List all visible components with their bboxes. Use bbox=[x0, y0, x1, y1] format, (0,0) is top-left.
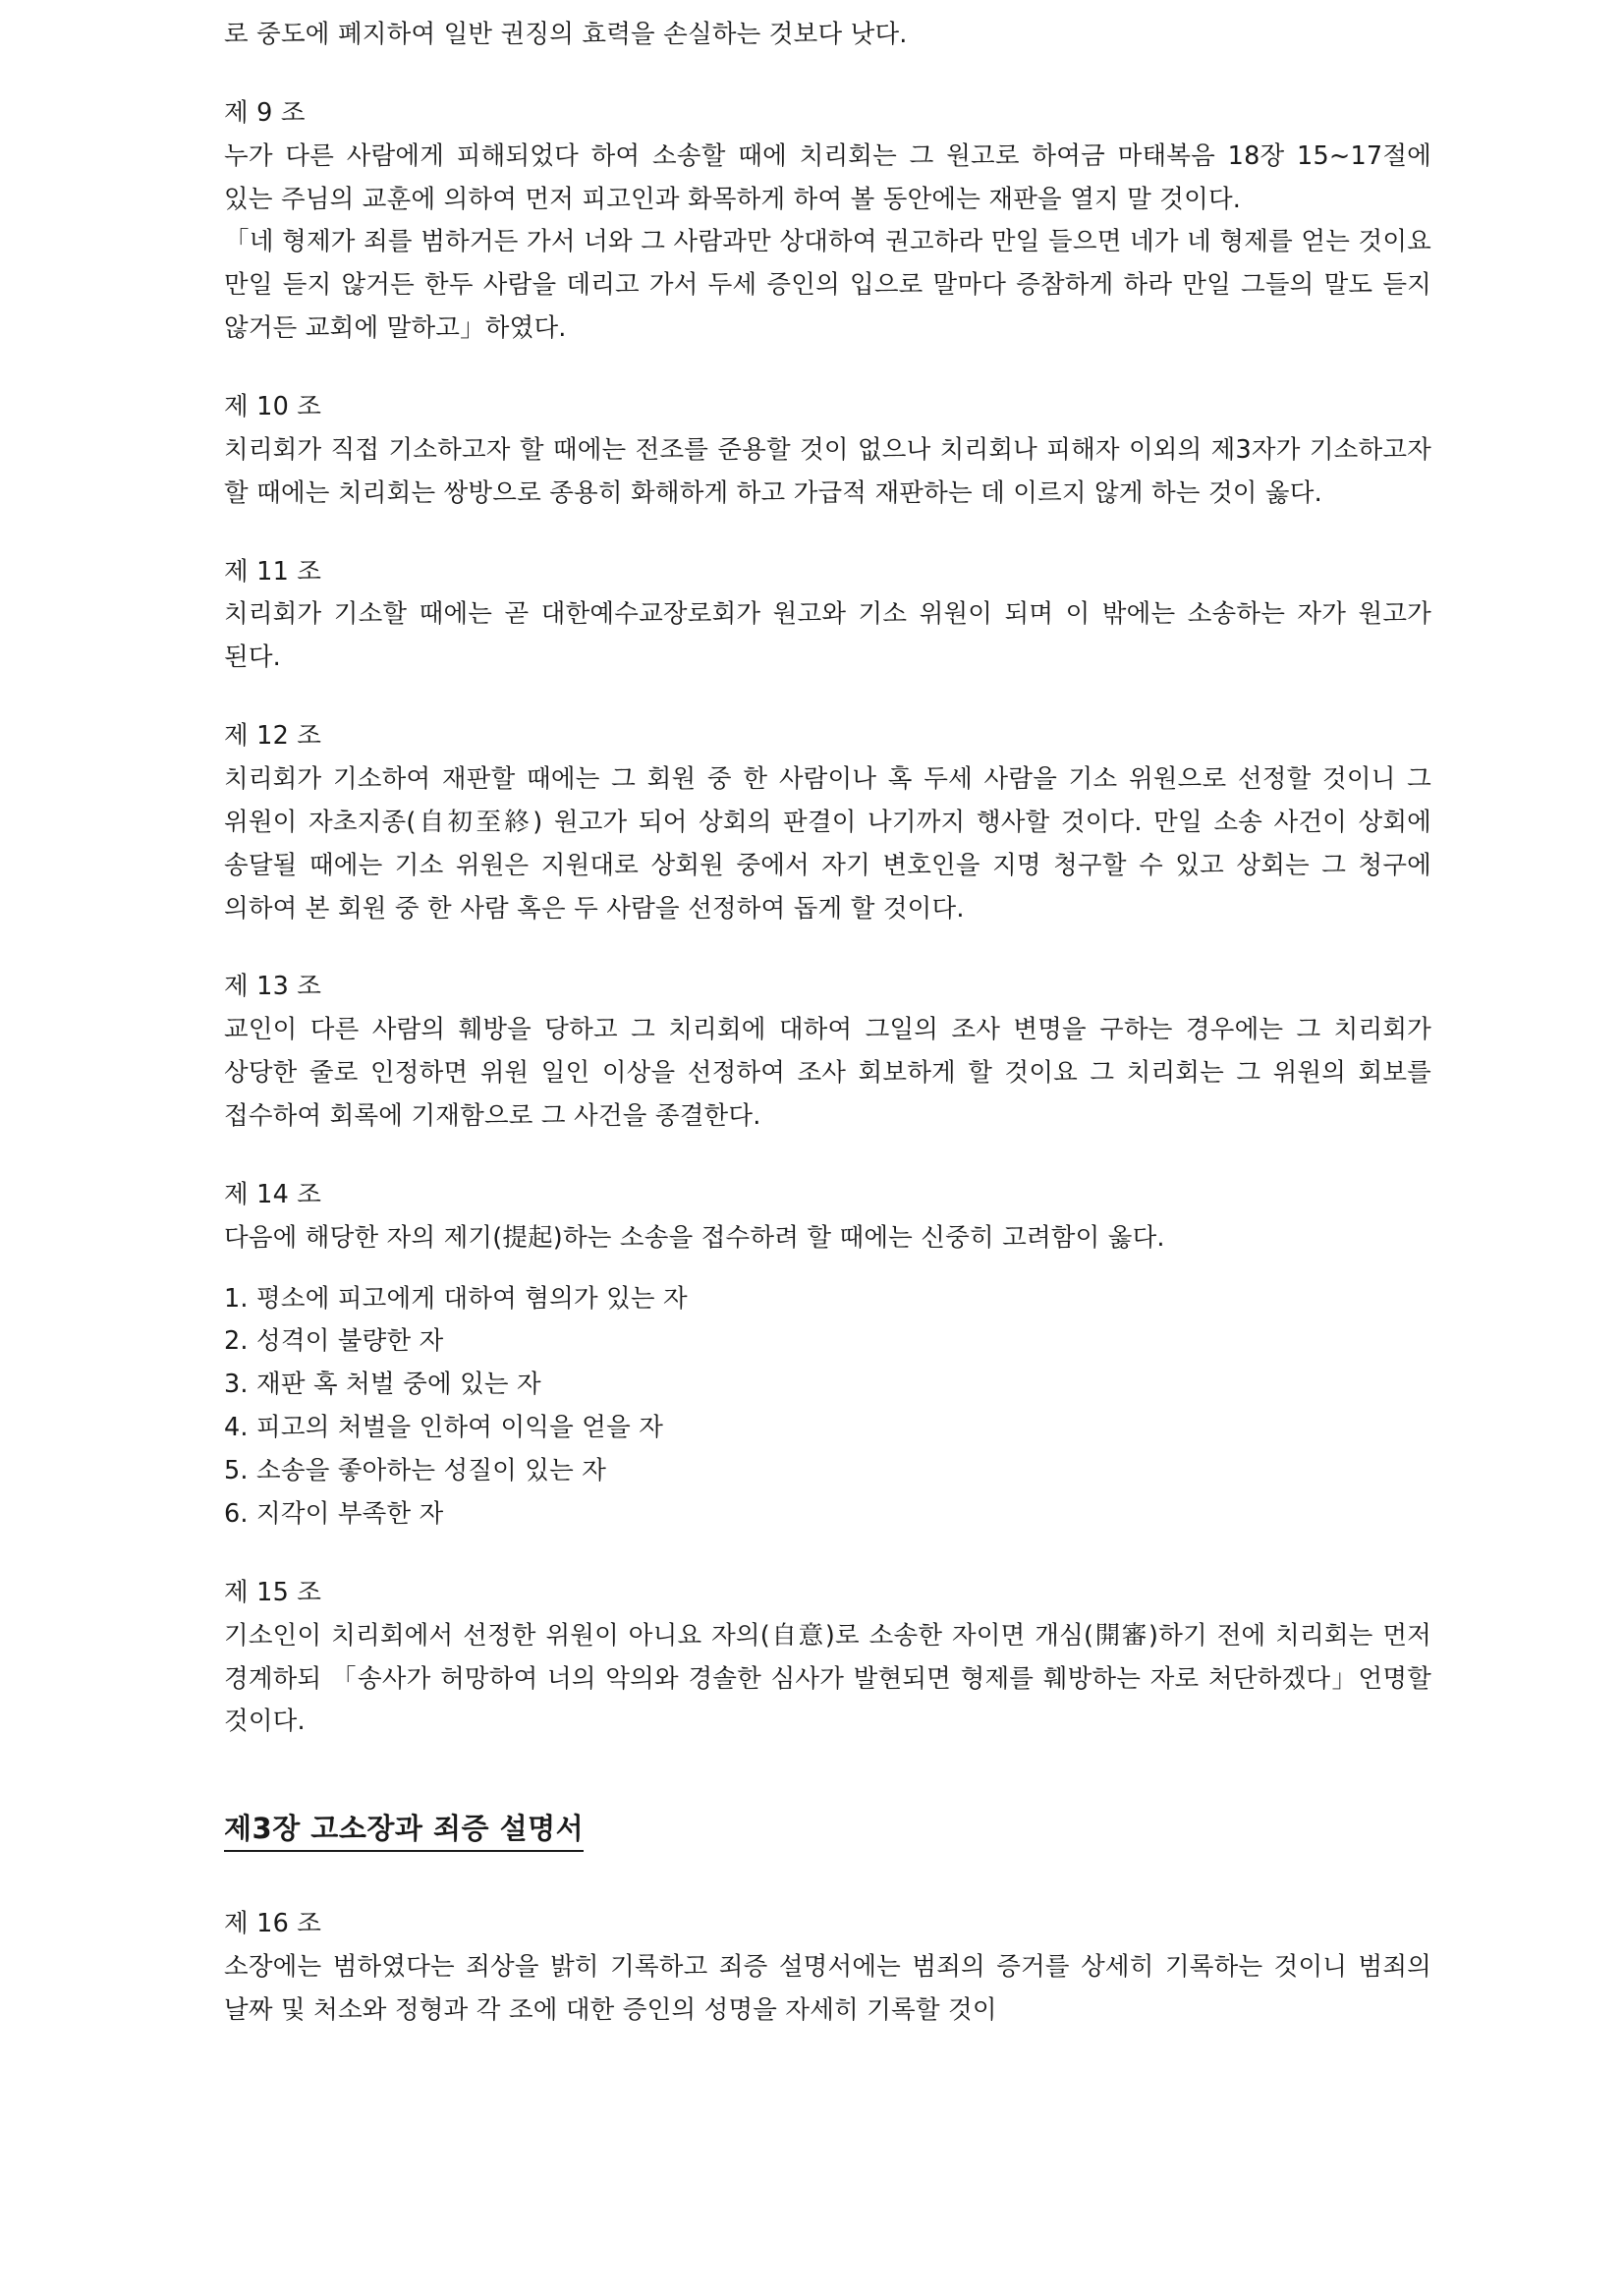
article-13-body: 교인이 다른 사람의 훼방을 당하고 그 치리회에 대하여 그일의 조사 변명을 구하는 경우에는 그 치리회가 상당한 줄로 인정하면 위원 일인 이상을 선정하여 조사 회보하게 할 것이요 그 치리회는 그 위원의 회보를 접수하여 회록에 기재함으로 그 사건을 종결한다. bbox=[224, 1015, 1431, 1132]
list-spacer bbox=[224, 1260, 1431, 1278]
chapter-title-wrap bbox=[224, 1807, 1431, 1852]
article-16-heading: 제 16 조 bbox=[224, 1909, 322, 1939]
article-9-quote: 「네 형제가 죄를 범하거든 가서 너와 그 사람과만 상대하여 권고하라 만일 들으면 네가 네 형제를 얻는 것이요 만일 듣지 않거든 한두 사람을 데리고 가서 두세 증인의 입으로 말마다 증참하게 하라 만일 그들의 말도 듣지 않거든 교회에 말하고」하였다. bbox=[224, 227, 1431, 344]
chapter-title: 제3장 고소장과 죄증 설명서 bbox=[224, 1807, 584, 1852]
article-16-body: 소장에는 범하였다는 죄상을 밝히 기록하고 죄증 설명서에는 범죄의 증거를 상세히 기록하는 것이니 범죄의 날짜 및 처소와 정형과 각 조에 대한 증인의 성명을 자세히 기록할 것이 bbox=[224, 1952, 1431, 2025]
article-14-list bbox=[224, 1278, 1431, 1537]
article-11-body: 치리회가 기소할 때에는 곧 대한예수교장로회가 원고와 기소 위원이 되며 이 밖에는 소송하는 자가 원고가 된다. bbox=[224, 599, 1431, 673]
article-10-body: 치리회가 직접 기소하고자 할 때에는 전조를 준용할 것이 없으나 치리회나 피해자 이외의 제3자가 기소하고자 할 때에는 치리회는 쌍방으로 종용히 화해하게 하고 가급적 재판하는 데 이르지 않게 하는 것이 옳다. bbox=[224, 434, 1431, 508]
article-10-heading: 제 10 조 bbox=[224, 392, 322, 422]
article-15-heading: 제 15 조 bbox=[224, 1577, 322, 1607]
article-14 bbox=[224, 1174, 1431, 1537]
article-10 bbox=[224, 386, 1431, 516]
article-14-heading: 제 14 조 bbox=[224, 1179, 322, 1209]
article-12 bbox=[224, 715, 1431, 930]
article-13 bbox=[224, 966, 1431, 1138]
list-item: 5. 소송을 좋아하는 성질이 있는 자 bbox=[224, 1456, 607, 1486]
article-11 bbox=[224, 551, 1431, 681]
article-16 bbox=[224, 1903, 1431, 2033]
article-14-body: 다음에 해당한 자의 제기(提起)하는 소송을 접수하려 할 때에는 신중히 고려함이 옳다. bbox=[224, 1222, 1165, 1253]
article-9 bbox=[224, 92, 1431, 351]
list-item: 2. 성격이 불량한 자 bbox=[224, 1326, 444, 1357]
article-12-body: 치리회가 기소하여 재판할 때에는 그 회원 중 한 사람이나 혹 두세 사람을 기소 위원으로 선정할 것이니 그 위원이 자초지종(自初至終) 원고가 되어 상회의 판결이 나기까지 행사할 것이다. 만일 소송 사건이 상회에 송달될 때에는 기소 위원은 지원대로 상회원 중에서 자기 변호인을 지명 청구할 수 있고 상회는 그 청구에 의하여 본 회원 중 한 사람 혹은 두 사람을 선정하여 돕게 할 것이다. bbox=[224, 764, 1431, 924]
article-9-heading: 제 9 조 bbox=[224, 97, 306, 128]
list-item: 4. 피고의 처벌을 인하여 이익을 얻을 자 bbox=[224, 1413, 664, 1443]
article-12-heading: 제 12 조 bbox=[224, 721, 322, 752]
article-9-body: 누가 다른 사람에게 피해되었다 하여 소송할 때에 치리회는 그 원고로 하여금 마태복음 18장 15~17절에 있는 주님의 교훈에 의하여 먼저 피고인과 화목하게 하여 볼 동안에는 재판을 열지 말 것이다. bbox=[224, 140, 1431, 214]
list-item: 6. 지각이 부족한 자 bbox=[224, 1498, 444, 1529]
continuation-paragraph: 로 중도에 폐지하여 일반 권징의 효력을 손실하는 것보다 낫다. bbox=[224, 20, 908, 49]
article-11-heading: 제 11 조 bbox=[224, 556, 322, 587]
article-15-body: 기소인이 치리회에서 선정한 위원이 아니요 자의(自意)로 소송한 자이면 개심(開審)하기 전에 치리회는 먼저 경계하되 「송사가 허망하여 너의 악의와 경솔한 심사가 발현되면 형제를 훼방하는 자로 처단하겠다」언명할 것이다. bbox=[224, 1620, 1431, 1737]
article-15 bbox=[224, 1572, 1431, 1744]
article-13-heading: 제 13 조 bbox=[224, 972, 322, 1002]
list-item: 3. 재판 혹 처벌 중에 있는 자 bbox=[224, 1370, 541, 1400]
list-item: 1. 평소에 피고에게 대하여 혐의가 있는 자 bbox=[224, 1283, 688, 1314]
